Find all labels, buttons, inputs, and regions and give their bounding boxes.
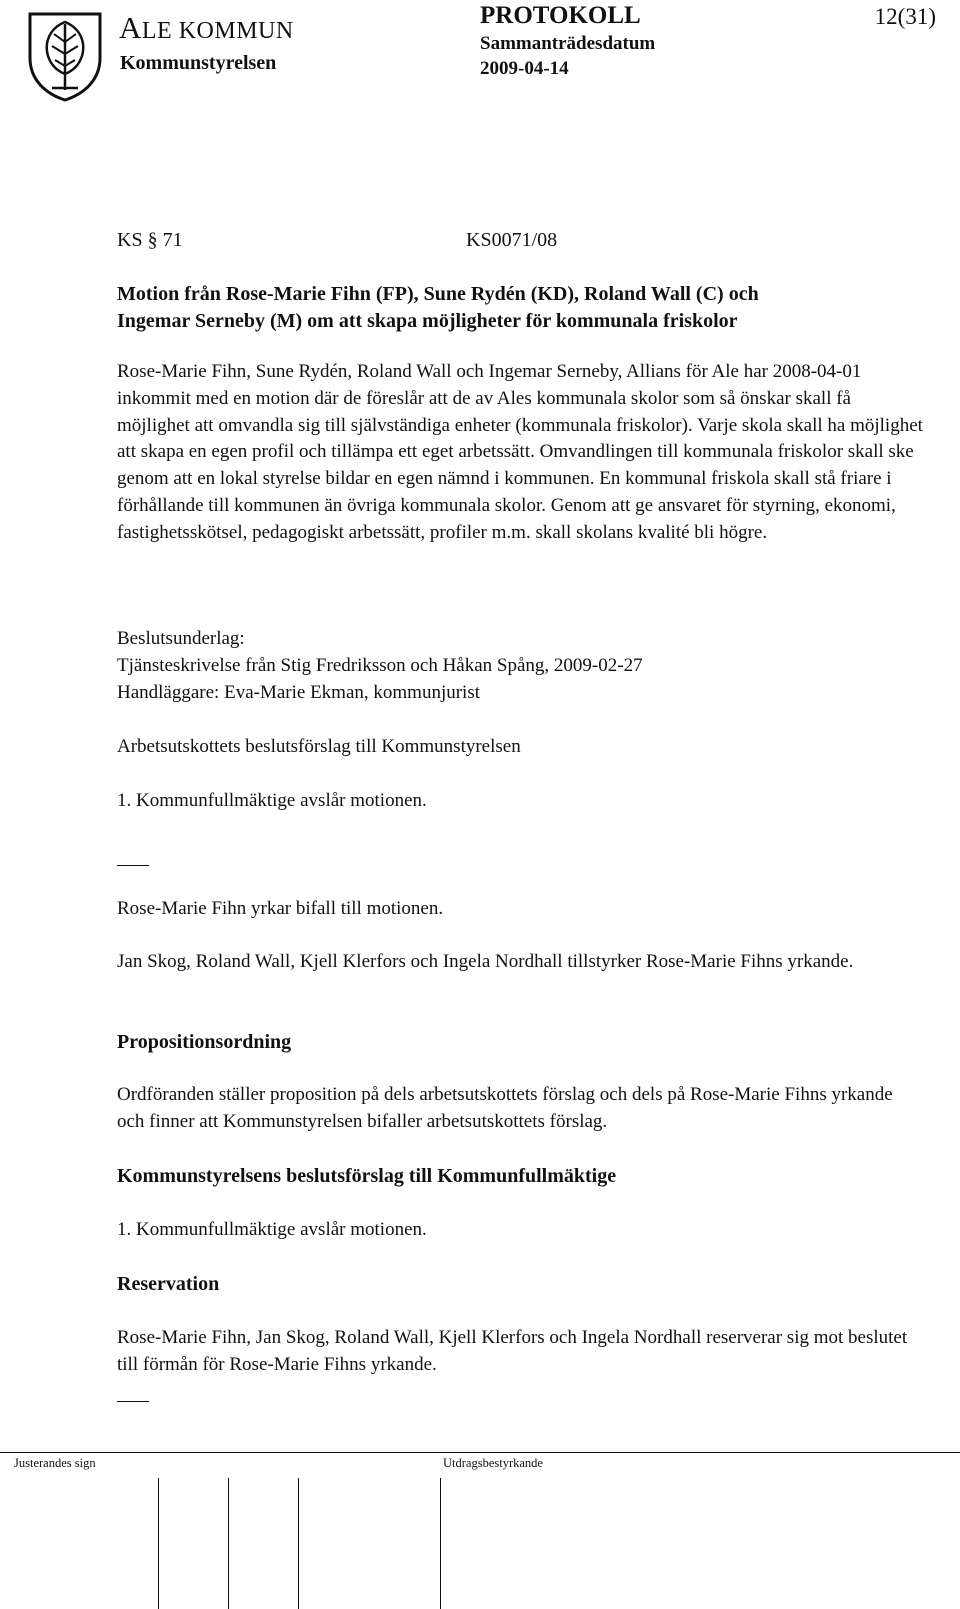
basis-item: Handläggare: Eva-Marie Ekman, kommunjurist bbox=[117, 682, 481, 703]
case-paragraph: KS § 71 bbox=[117, 229, 183, 251]
section-divider bbox=[117, 1401, 149, 1402]
motion-title-line: Motion från Rose-Marie Fihn (FP), Sune Rydén (KD), Roland Wall (C) och bbox=[117, 283, 759, 305]
reservation-heading: Reservation bbox=[117, 1273, 220, 1295]
document-type: PROTOKOLL bbox=[480, 2, 641, 29]
signature-box-divider bbox=[298, 1478, 299, 1609]
claim-second: Jan Skog, Roland Wall, Kjell Klerfors och Ingela Nordhall tillstyrker Rose-Marie Fihns yrkande. bbox=[117, 951, 854, 972]
section-divider bbox=[117, 865, 149, 866]
au-proposal-item: 1. Kommunfullmäktige avslår motionen. bbox=[117, 790, 427, 811]
basis-heading: Beslutsunderlag: bbox=[117, 628, 245, 649]
page-number: 12(31) bbox=[874, 4, 936, 29]
motion-title-line: Ingemar Serneby (M) om att skapa möjligheter för kommunala friskolor bbox=[117, 309, 738, 332]
signature-box-divider bbox=[440, 1478, 441, 1609]
signature-box-divider bbox=[158, 1478, 159, 1609]
excerpt-certification-label: Utdragsbestyrkande bbox=[443, 1456, 543, 1470]
municipal-coat-of-arms-icon bbox=[22, 8, 108, 104]
session-date: 2009-04-14 bbox=[480, 58, 569, 79]
case-id: KS0071/08 bbox=[466, 229, 558, 251]
organization-name: ALE KOMMUN bbox=[119, 10, 294, 45]
session-date-label: Sammanträdesdatum bbox=[480, 33, 656, 54]
motion-title bbox=[117, 281, 907, 334]
proposition-heading: Propositionsordning bbox=[117, 1031, 292, 1053]
basis-item: Tjänsteskrivelse från Stig Fredriksson och Håkan Spång, 2009-02-27 bbox=[117, 655, 643, 676]
proposition-text: Ordföranden ställer proposition på dels arbetsutskottets förslag och dels på Rose-Marie Fihns yrkande och finner att Kommunstyrelsen bifaller arbetsutskottets förslag. bbox=[117, 1084, 893, 1132]
claim-first: Rose-Marie Fihn yrkar bifall till motionen. bbox=[117, 898, 444, 919]
organization-unit: Kommunstyrelsen bbox=[120, 52, 277, 74]
motion-summary: Rose-Marie Fihn, Sune Rydén, Roland Wall och Ingemar Serneby, Allians för Ale har 2008-04-01 inkommit med en motion där de föreslår att de av Ales kommunala skolor som så önskar skall få möjlighet att omvandla sig till självständiga enheter (kommunala friskolor). Varje skola skall ha möjlighet att skapa en egen profil och tillämpa ett eget arbetssätt. Omvandlingen till kommunala friskolor skall ske genom att en lokal styrelse bildar en egen nämnd i kommunen. En kommunal friskola skall stå friare i förhållande till kommunen än övriga kommunala skolor. Genom att ge ansvaret för styrning, ekonomi, fastighetsskötsel, pedagogiskt arbetssätt, profiler m.m. skall skolans kvalité bli högre. bbox=[117, 361, 923, 543]
signature-box-divider bbox=[228, 1478, 229, 1609]
ks-proposal-item: 1. Kommunfullmäktige avslår motionen. bbox=[117, 1219, 427, 1240]
signature-line bbox=[0, 1452, 960, 1453]
au-proposal-heading: Arbetsutskottets beslutsförslag till Kommunstyrelsen bbox=[117, 736, 521, 757]
reservation-text: Rose-Marie Fihn, Jan Skog, Roland Wall, Kjell Klerfors och Ingela Nordhall reserverar sig mot beslutet till förmån för Rose-Marie Fihns yrkande. bbox=[117, 1327, 908, 1375]
signature-label: Justerandes sign bbox=[14, 1456, 96, 1470]
ks-proposal-heading: Kommunstyrelsens beslutsförslag till Kommunfullmäktige bbox=[117, 1165, 617, 1187]
